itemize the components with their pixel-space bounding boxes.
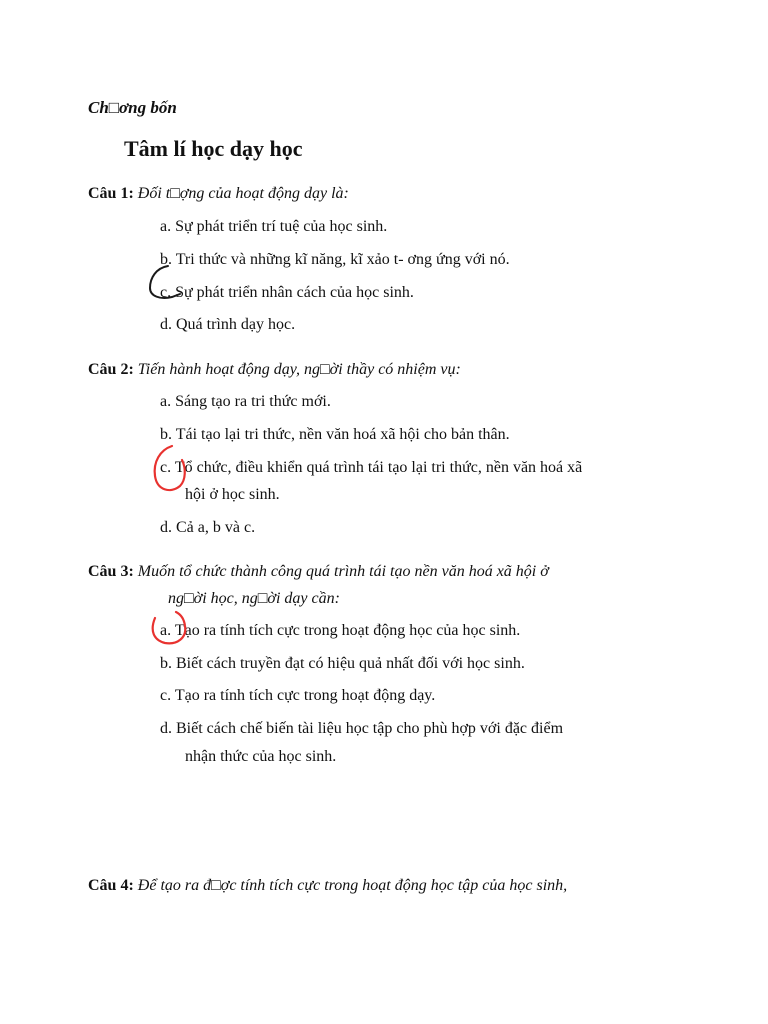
question-2-option-c: c. Tổ chức, điều khiển quá trình tái tạo lại tri thức, nền văn hoá xã <box>160 459 583 476</box>
question-1-text: Đối t□ợng của hoạt động dạy là: <box>137 185 349 202</box>
question-1 <box>88 184 349 204</box>
question-2-option-b: b. Tái tạo lại tri thức, nền văn hoá xã hội cho bản thân. <box>160 426 510 443</box>
question-2-option-a: a. Sáng tạo ra tri thức mới. <box>160 393 331 410</box>
question-2-option-c-cont: hội ở học sinh. <box>185 486 280 503</box>
question-3-option-a: a. Tạo ra tính tích cực trong hoạt động học của học sinh. <box>160 622 521 639</box>
question-4 <box>88 876 567 896</box>
question-2-option-d: d. Cả a, b và c. <box>160 519 256 536</box>
question-1-label: Câu 1: <box>88 185 134 202</box>
question-2-text: Tiến hành hoạt động dạy, ng□ời thầy có nhiệm vụ: <box>137 361 461 378</box>
chapter-heading: Ch□ơng bốn <box>88 98 177 117</box>
question-1-option-a: a. Sự phát triển trí tuệ của học sinh. <box>160 218 388 235</box>
question-4-text: Để tạo ra đ□ợc tính tích cực trong hoạt động học tập của học sinh, <box>137 877 568 894</box>
question-2 <box>88 360 461 380</box>
question-1-option-d: d. Quá trình dạy học. <box>160 316 296 333</box>
question-2-label: Câu 2: <box>88 361 134 378</box>
question-1-option-c: c. Sự phát triển nhân cách của học sinh. <box>160 284 414 301</box>
question-3-option-d: d. Biết cách chế biến tài liệu học tập cho phù hợp với đặc điểm <box>160 720 564 737</box>
page-title: Tâm lí học dạy học <box>124 136 303 161</box>
question-3-option-c: c. Tạo ra tính tích cực trong hoạt động dạy. <box>160 687 436 704</box>
question-3-text-cont: ng□ời học, ng□ời dạy cần: <box>168 590 340 607</box>
question-3-option-b: b. Biết cách truyền đạt có hiệu quả nhất đối với học sinh. <box>160 655 525 672</box>
question-3 <box>88 562 549 582</box>
question-3-label: Câu 3: <box>88 563 134 580</box>
question-3-option-d-cont: nhận thức của học sinh. <box>185 748 337 765</box>
question-1-option-b: b. Tri thức và những kĩ năng, kĩ xảo t- ơng ứng với nó. <box>160 251 510 268</box>
question-3-text: Muốn tổ chức thành công quá trình tái tạo nền văn hoá xã hội ở <box>137 563 549 580</box>
question-4-label: Câu 4: <box>88 877 134 894</box>
